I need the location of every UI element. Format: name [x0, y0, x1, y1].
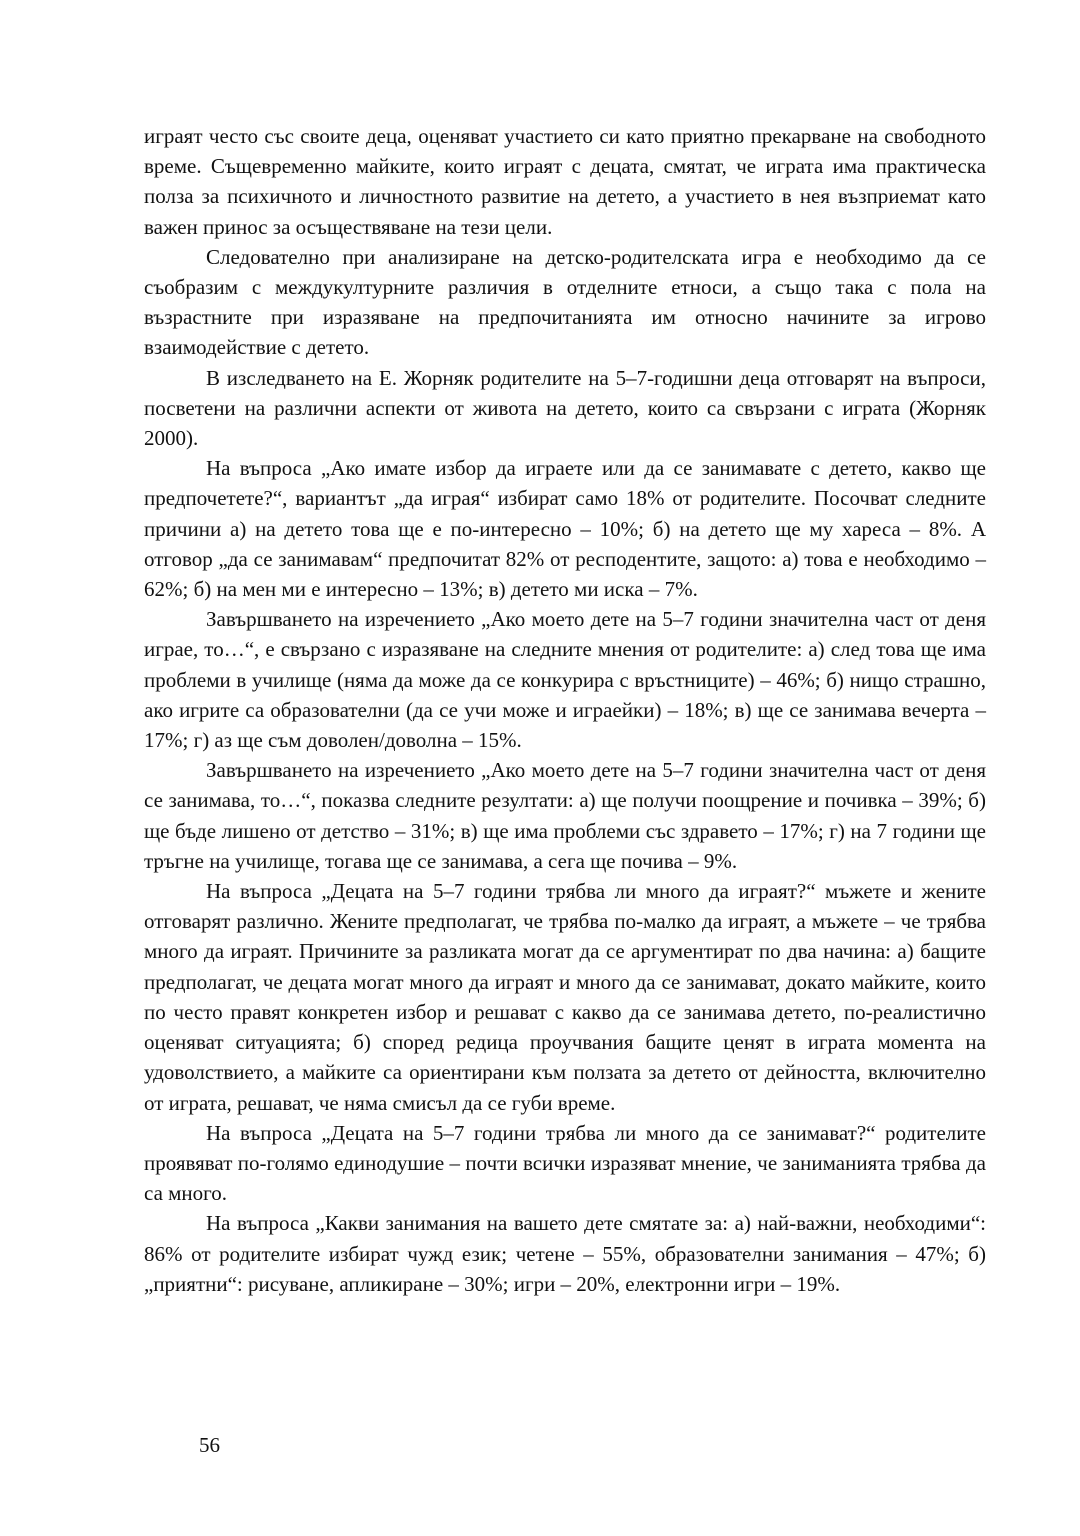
paragraph: На въпроса „Ако имате избор да играете или да се занимавате с детето, какво ще предпочетете?“, вариантът „да играя“ избират само 18% от родителите. Посочват следните причини а) на детето това ще е по-интересно – 10%; б) на детето ще му хареса – 8%. А отговор „да се занимавам“ предпочитат 82% от респодентите, защото: а) това е необходимо – 62%; б) на мен ми е интересно – 13%; в) детето ми иска – 7%. — [144, 456, 986, 602]
page-number: 56 — [199, 1433, 220, 1457]
paragraph: В изследването на Е. Жорняк родителите на 5–7-годишни деца отговарят на въпроси, посветени на различни аспекти от живота на детето, които са свързани с играта (Жорняк 2000). — [144, 365, 986, 451]
paragraph: Следователно при анализиране на детско-родителската игра е необходимо да се съобразим с междукултурните различия в отделните етноси, а също така с пола на възрастните при изразяване на предпочитанията им относно начините за игрово взаимодействие с детето. — [144, 244, 986, 360]
paragraph: Завършването на изречението „Ако моето дете на 5–7 години значителна част от деня се занимава, то…“, показва следните резултати: а) ще получи поощрение и почивка – 39%; б) ще бъде лишено от детство – 31%; в) ще има проблеми със здравето – 17%; г) на 7 години ще тръгне на училище, тогава ще се занимава, а сега ще почива – 9%. — [144, 758, 986, 873]
paragraph: На въпроса „Децата на 5–7 години трябва ли много да играят?“ мъжете и жените отговарят различно. Жените предполагат, че трябва по-малко да играят, а мъжете – че трябва много да играят. Причините за разликата могат да се аргументират по два начина: а) бащите предполагат, че децата могат много да играят и много да се занимават, докато майките, които по често правят конкретен избор и решават с какво да се занимава детето, по-реалистично оценяват ситуацията; б) според редица проучвания бащите ценят в играта момента на удоволствието, а майките са ориентирани към ползата за детето от дейността, включително от играта, решават, че няма смисъл да се губи време. — [144, 879, 986, 1115]
paragraph-continued: играят често със своите деца, оценяват участието си като приятно прекарване на свободното време. Същевременно майките, които играят с децата, смятат, че играта има практическа полза за психичното и личностното развитие на детето, а участието в нея възприемат като важен принос за осъществяване на тези цели. — [144, 124, 986, 239]
paragraph: На въпроса „Децата на 5–7 години трябва ли много да се занимават?“ родителите проявяват по-голямо единодушие – почти всички изразяват мнение, че заниманията трябва да са много. — [144, 1120, 986, 1206]
paragraph: Завършването на изречението „Ако моето дете на 5–7 години значителна част от деня играе, то…“, е свързано с изразяване на следните мнения от родителите: а) след това ще има проблеми в училище (няма да може да се конкурира с връстниците) – 46%; б) нищо страшно, ако игрите са образователни (да се учи може и играейки) – 18%; в) ще се занимава вечерта – 17%; г) аз ще съм доволен/доволна – 15%. — [144, 607, 986, 753]
body-text — [144, 121, 986, 1299]
paragraph: На въпроса „Какви занимания на вашето дете смятате за: а) най-важни, необходими“: 86% от родителите избират чужд език; четене – 55%, образователни занимания – 47%; б) „приятни“: рисуване, апликиране – 30%; игри – 20%, електронни игри – 19%. — [144, 1211, 986, 1296]
